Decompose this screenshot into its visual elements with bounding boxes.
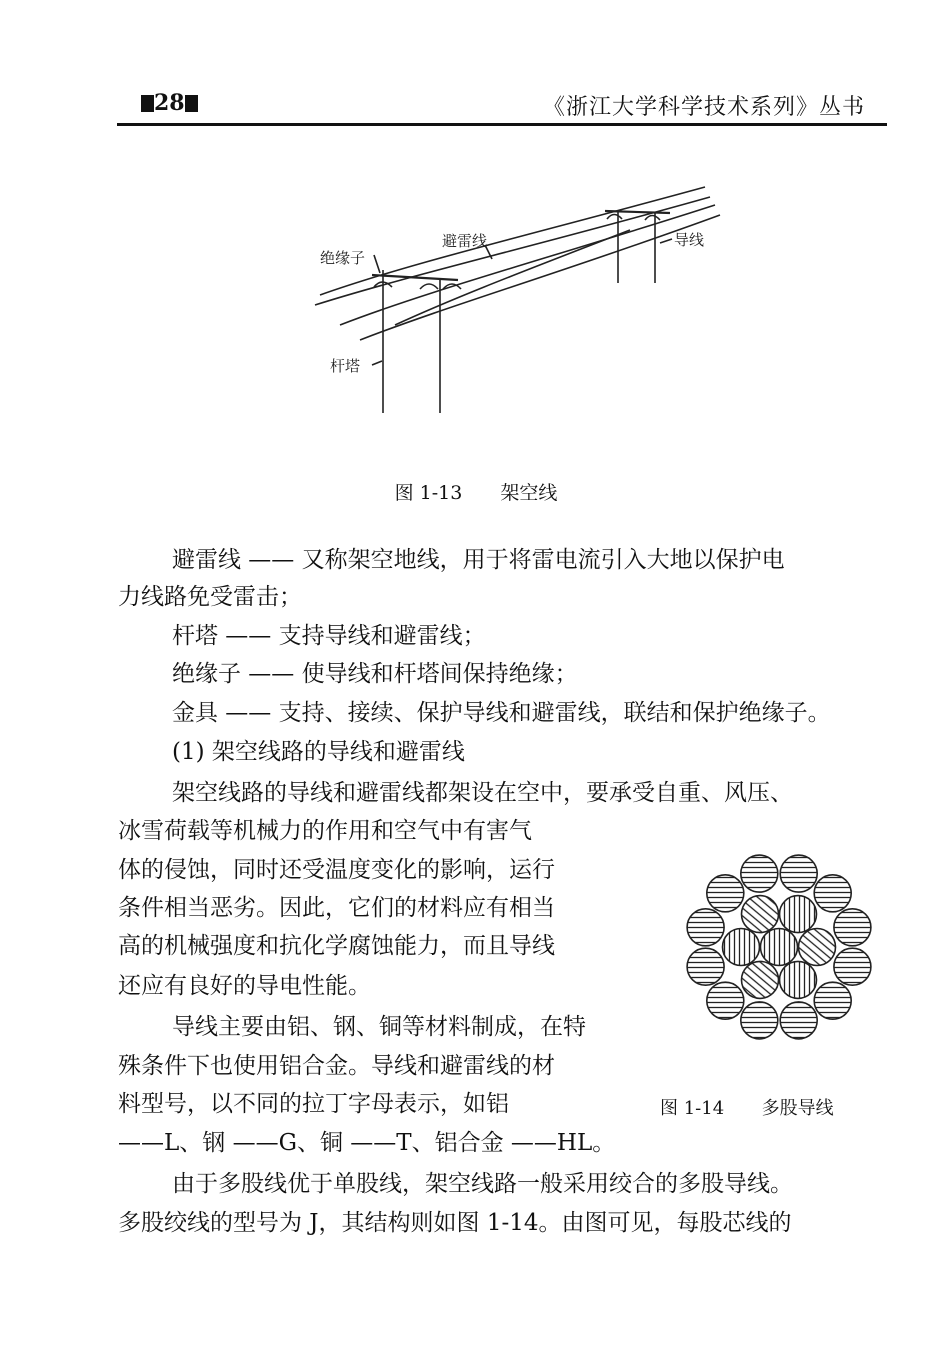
figure-13-caption-num: 图 1-13: [394, 482, 463, 504]
figure-14-caption: [660, 1094, 834, 1120]
insulator-leader: [374, 255, 380, 273]
para-conductor-l3: 料型号，以不同的拉丁字母表示，如铝: [118, 1091, 509, 1117]
strand-circle: [742, 896, 779, 933]
strand-circle: [814, 982, 851, 1019]
page-number-text: 28: [154, 90, 185, 116]
black-square-icon: [141, 95, 154, 112]
strand-circle: [834, 948, 871, 985]
para-conductor-l4: ——L、钢 ——G、铜 ——T、铝合金 ——HL。: [118, 1130, 616, 1156]
section-heading: (1) 架空线路的导线和避雷线: [172, 739, 465, 765]
far-insulator-string: [607, 215, 660, 221]
tower-leader: [372, 361, 382, 365]
figure-stranded-conductor: [672, 845, 887, 1055]
series-title: 《浙江大学科学技术系列》丛书: [542, 95, 865, 120]
strand-circle: [741, 855, 778, 892]
strand-circle: [707, 982, 744, 1019]
header-rule: [117, 123, 887, 126]
para-fittings: 金具 —— 支持、接续、保护导线和避雷线，联结和保护绝缘子。: [172, 700, 831, 726]
para-tower: 杆塔 —— 支持导线和避雷线；: [172, 623, 486, 649]
strand-circle: [687, 948, 724, 985]
strand-circle: [723, 929, 760, 966]
strand-circle: [780, 1002, 817, 1039]
strand-circle: [814, 875, 851, 912]
strand-circle: [780, 896, 817, 933]
para-lightning-wire-l1: 避雷线 —— 又称架空地线，用于将雷电流引入大地以保护电: [172, 547, 785, 573]
para-materials-l5: 高的机械强度和抗化学腐蚀能力，而且导线: [118, 933, 555, 959]
para-insulator: 绝缘子 —— 使导线和杆塔间保持绝缘；: [172, 661, 578, 687]
label-lightning-wire: 避雷线: [442, 232, 488, 250]
strand-circle: [780, 961, 817, 998]
page-number: [141, 90, 198, 116]
label-conductor: 导线: [674, 231, 705, 249]
figure-13-caption-text: 架空线: [500, 482, 558, 504]
para-stranded-l2: 多股绞线的型号为 J，其结构则如图 1-14。由图可见，每股芯线的: [118, 1210, 792, 1236]
figure-14-caption-text: 多股导线: [761, 1098, 834, 1119]
strand-circle: [761, 929, 798, 966]
strand-circle: [780, 855, 817, 892]
strand-circle: [707, 875, 744, 912]
strand-circle: [834, 909, 871, 946]
stranded-conductor-drawing: [672, 845, 887, 1055]
para-conductor-l1: 导线主要由铝、钢、铜等材料制成，在特: [172, 1014, 586, 1040]
para-materials-l6: 还应有良好的导电性能。: [118, 973, 371, 999]
strand-circle: [742, 961, 779, 998]
para-conductor-l2: 殊条件下也使用铝合金。导线和避雷线的材: [118, 1053, 555, 1079]
para-materials-l3: 体的侵蚀，同时还受温度变化的影响，运行: [118, 857, 555, 883]
para-materials-l4: 条件相当恶劣。因此，它们的材料应有相当: [118, 895, 555, 921]
para-materials-l1: 架空线路的导线和避雷线都架设在空中，要承受自重、风压、: [172, 780, 793, 806]
strand-circle: [799, 929, 836, 966]
label-tower: 杆塔: [330, 357, 361, 375]
strand-circle: [741, 1002, 778, 1039]
para-stranded-l1: 由于多股线优于单股线，架空线路一般采用绞合的多股导线。: [172, 1171, 793, 1197]
page-header: [117, 84, 887, 120]
black-square-icon: [185, 95, 198, 112]
para-materials-l2: 冰雪荷载等机械力的作用和空气中有害气: [118, 818, 532, 844]
figure-overhead-line: [300, 175, 730, 450]
overhead-line-drawing: [300, 175, 730, 450]
figure-13-caption: [300, 478, 652, 505]
para-lightning-wire-l2: 力线路免受雷击；: [118, 584, 302, 610]
strand-circle: [687, 909, 724, 946]
conductor-leader: [660, 239, 672, 243]
label-insulator: 绝缘子: [320, 249, 366, 267]
figure-14-caption-num: 图 1-14: [660, 1098, 725, 1119]
